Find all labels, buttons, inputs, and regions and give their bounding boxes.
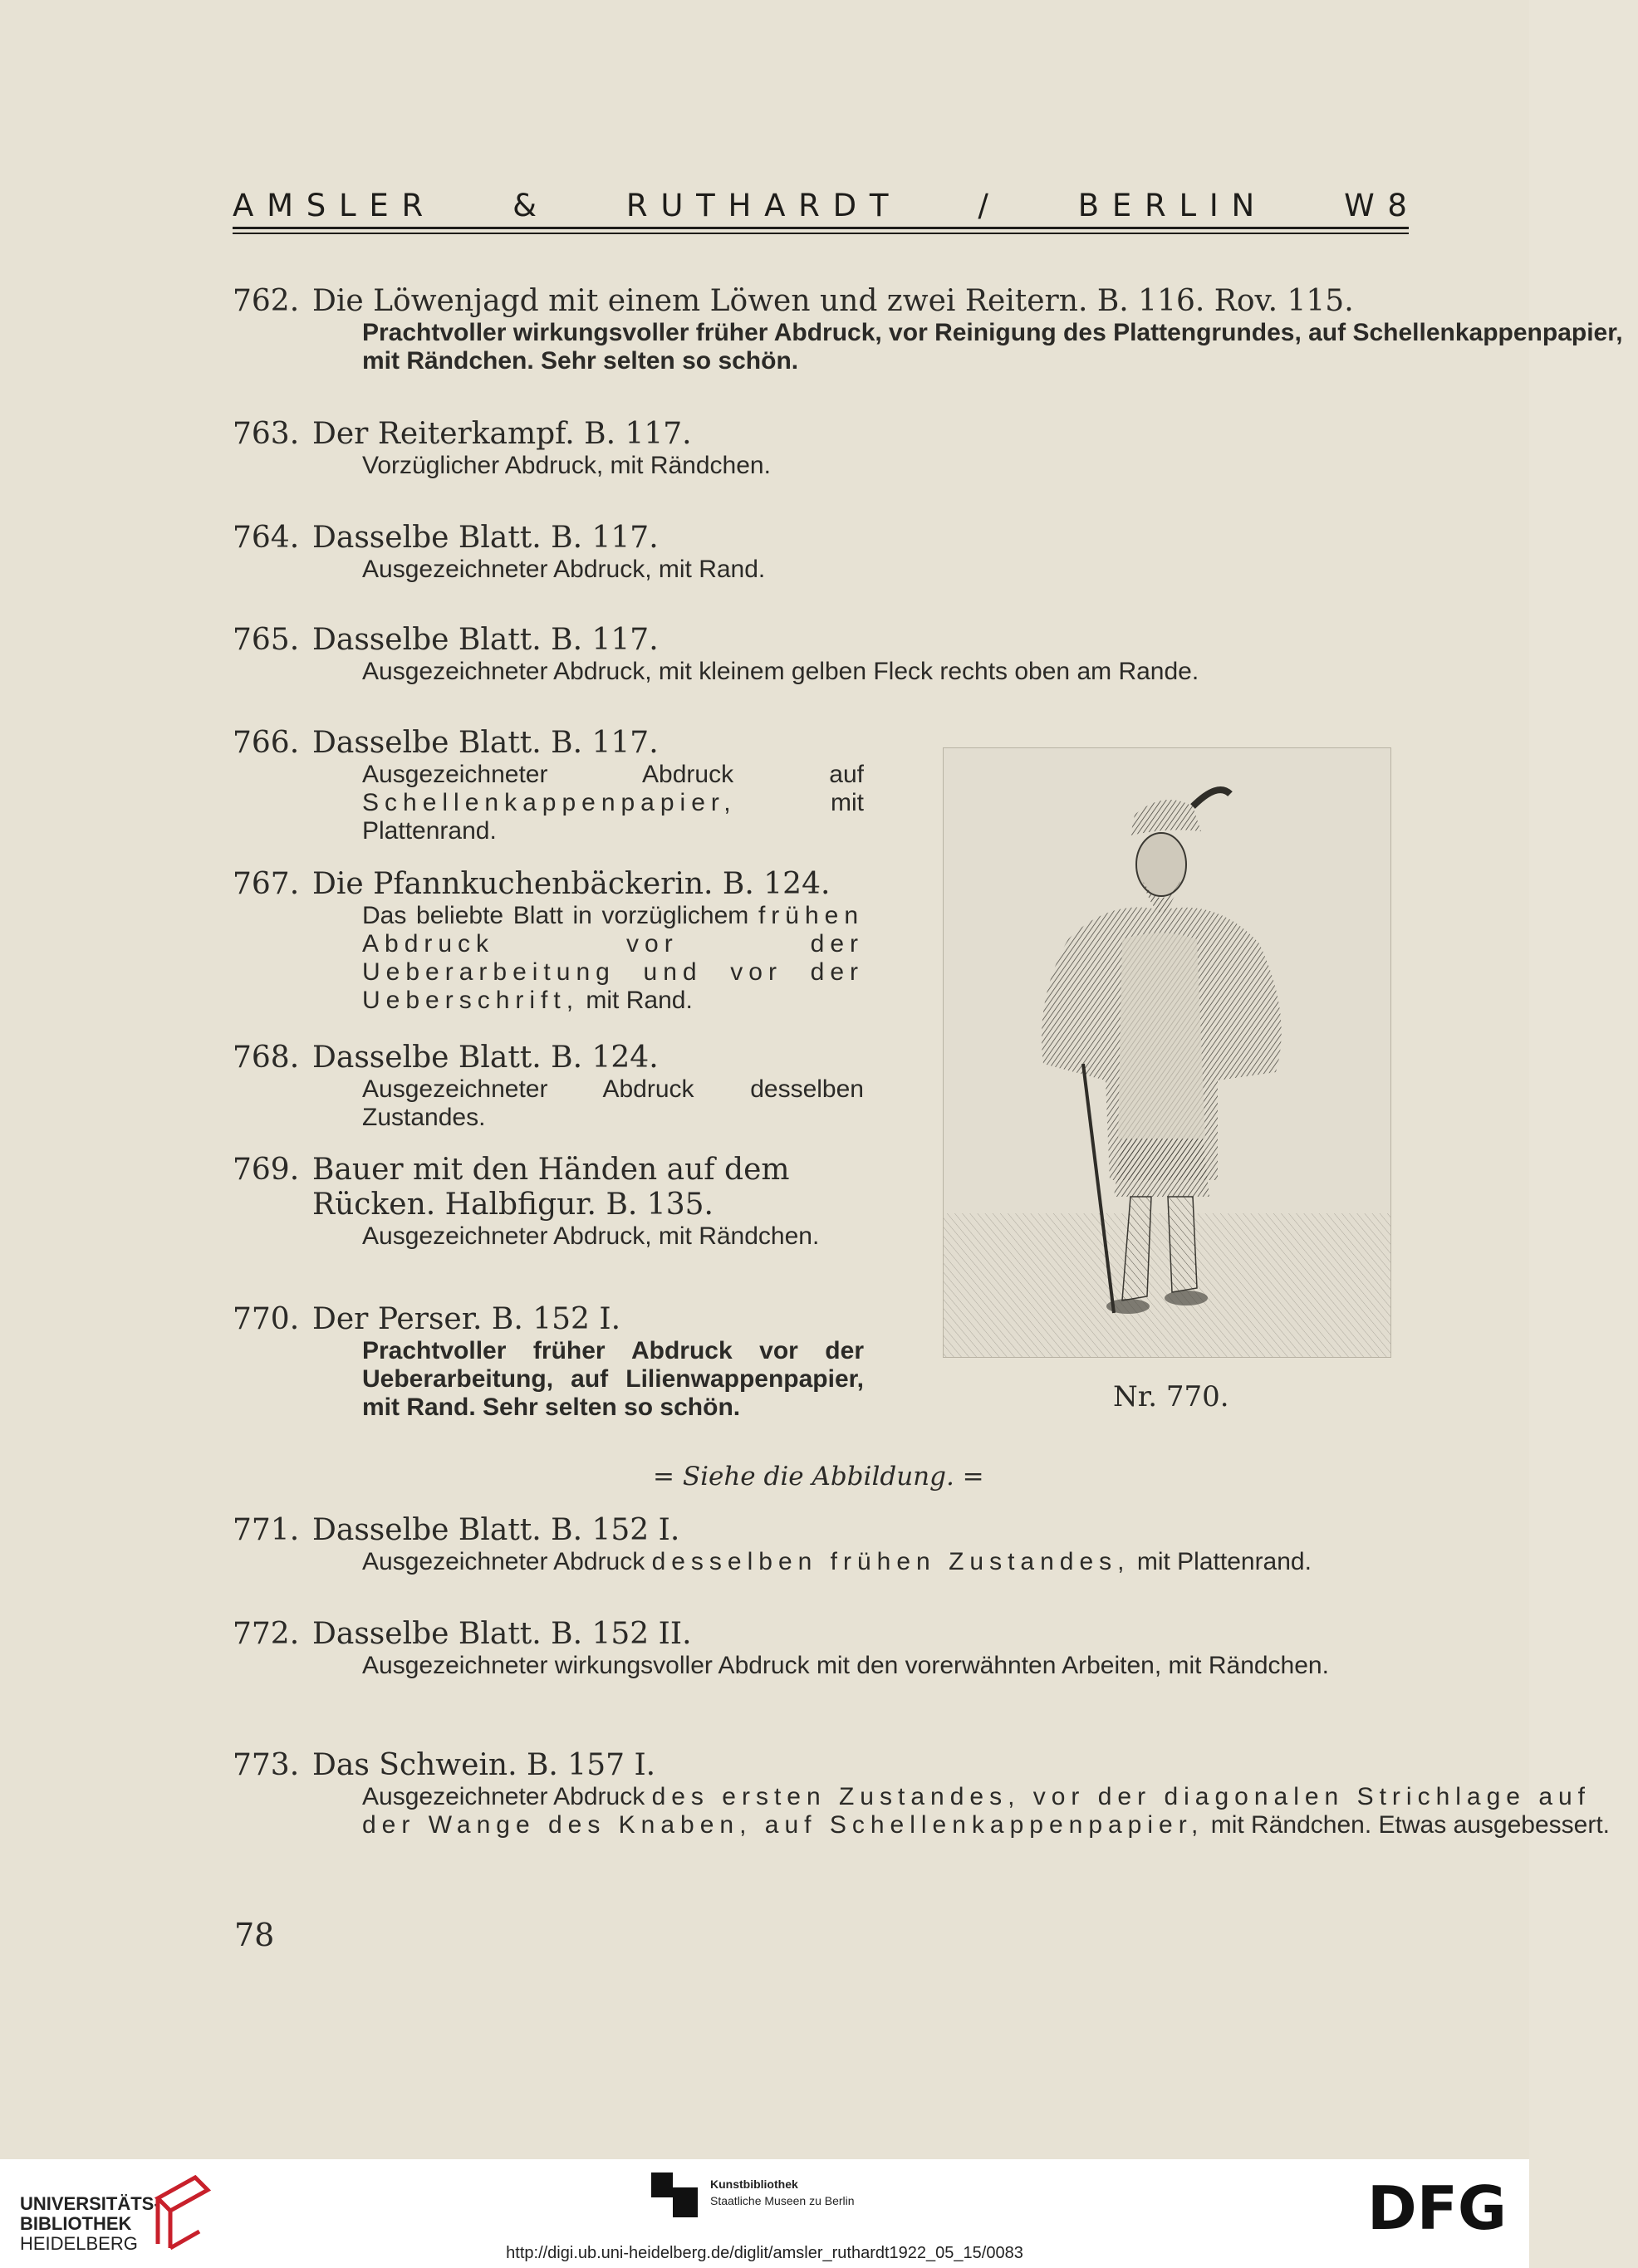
entry-number: 771. xyxy=(233,1513,300,1547)
entry-764 xyxy=(233,521,1638,584)
entry-description xyxy=(362,1783,1638,1839)
entry-title: Dasselbe Blatt. B. 117. xyxy=(312,623,659,657)
description-text: Ausgezeichneter Abdruck xyxy=(362,1548,645,1575)
header-word-ruthardt: R U T H A R D T xyxy=(625,188,890,223)
see-figure-note: = Siehe die Abbildung. = xyxy=(653,1462,984,1492)
kunstbibliothek-title: Kunstbibliothek xyxy=(710,2177,798,2191)
entry-title: Dasselbe Blatt. B. 117. xyxy=(312,521,659,555)
description-spaced-text: desselben frühen Zustandes, xyxy=(651,1548,1130,1575)
entry-title-continued: Rücken. Halbfigur. B. 135. xyxy=(312,1188,714,1222)
entry-title: Die Pfannkuchenbäckerin. B. 124. xyxy=(312,867,831,901)
entry-title: Der Reiterkampf. B. 117. xyxy=(312,417,692,451)
header-word-berlin: B E R L I N xyxy=(1077,188,1257,223)
library-line-1: UNIVERSITÄTS- xyxy=(20,2193,160,2214)
etching-illustration xyxy=(944,748,1390,1357)
entry-number: 773. xyxy=(233,1748,300,1782)
header-word-ampersand: & xyxy=(512,188,538,223)
entry-title: Das Schwein. B. 157 I. xyxy=(312,1748,656,1782)
entry-description: Ausgezeichneter wirkungsvoller Abdruck mit den vorerwähnten Arbeiten, mit Rändchen. xyxy=(362,1652,1329,1679)
entry-768 xyxy=(233,1041,864,1132)
entry-772 xyxy=(233,1617,1638,1680)
entry-title: Die Löwenjagd mit einem Löwen und zwei Reitern. B. 116. Rov. 115. xyxy=(312,284,1354,318)
entry-763 xyxy=(233,417,1638,480)
description-text: Das beliebte Blatt in vorzüglichem xyxy=(362,902,749,929)
entry-number: 765. xyxy=(233,623,300,657)
kunstbibliothek-logo-icon xyxy=(651,2172,701,2222)
kunstbibliothek-label xyxy=(710,2176,855,2209)
header-word-amsler: A M S L E R xyxy=(233,188,425,223)
entry-description xyxy=(362,902,864,1015)
entry-description: Ausgezeichneter Abdruck, mit Rändchen. xyxy=(362,1222,820,1250)
dfg-logo-text: DFG xyxy=(1366,2173,1508,2243)
figure-der-perser xyxy=(943,747,1391,1358)
description-text: mit Plattenrand. xyxy=(362,789,864,845)
header-rule xyxy=(233,227,1409,229)
source-url[interactable]: http://digi.ub.uni-heidelberg.de/diglit/amsler_ruthardt1922_05_15/0083 xyxy=(506,2244,1023,2262)
entry-number: 772. xyxy=(233,1617,300,1651)
entry-766 xyxy=(233,726,864,845)
entry-767 xyxy=(233,867,864,1015)
entry-771 xyxy=(233,1513,1638,1576)
kunstbibliothek-subtitle: Staatliche Museen zu Berlin xyxy=(710,2194,855,2207)
entry-title: Dasselbe Blatt. B. 117. xyxy=(312,726,659,760)
entry-description: Ausgezeichneter Abdruck desselben Zustandes. xyxy=(362,1075,864,1131)
entry-title: Bauer mit den Händen auf dem xyxy=(312,1153,790,1187)
entry-769 xyxy=(233,1153,864,1251)
library-line-2: BIBLIOTHEK xyxy=(20,2213,132,2234)
header-word-w8: W 8 xyxy=(1344,188,1409,223)
library-line-3: HEIDELBERG xyxy=(20,2233,138,2254)
entry-number: 763. xyxy=(233,417,300,451)
running-header xyxy=(233,188,1409,223)
description-spaced-text: des ersten Zustandes, vor der diagonalen Strichlage auf der Wange des Knaben, auf Schellenkappenpapier, xyxy=(362,1783,1591,1839)
header-word-slash: / xyxy=(978,188,990,223)
description-text: mit Rändchen. Etwas ausgebessert. xyxy=(1210,1811,1610,1839)
entry-title: Dasselbe Blatt. B. 152 I. xyxy=(312,1513,680,1547)
entry-number: 770. xyxy=(233,1302,300,1336)
entry-description xyxy=(362,761,864,845)
entry-description: Prachtvoller wirkungsvoller früher Abdruck, vor Reinigung des Plattengrundes, auf Schellenkappenpapier, mit Rändchen. Sehr selten so schön. xyxy=(362,319,1623,375)
entry-762 xyxy=(233,284,1638,375)
description-text: Ausgezeichneter Abdruck xyxy=(362,1783,645,1810)
dfg-logo xyxy=(1358,2173,1516,2243)
university-library-logo-icon xyxy=(150,2169,216,2252)
description-text: mit Rand. xyxy=(586,987,693,1014)
entry-number: 764. xyxy=(233,521,300,555)
entry-description: Vorzüglicher Abdruck, mit Rändchen. xyxy=(362,452,771,479)
description-text: Ausgezeichneter Abdruck auf xyxy=(362,761,864,788)
entry-number: 766. xyxy=(233,726,300,760)
header-rule-secondary xyxy=(233,233,1409,234)
description-spaced-text: frühen Abdruck vor der Ueberarbeitung und vor der Ueberschrift, xyxy=(362,902,865,1014)
entry-title: Dasselbe Blatt. B. 152 II. xyxy=(312,1617,692,1651)
entry-number: 767. xyxy=(233,867,300,901)
entry-description: Prachtvoller früher Abdruck vor der Ueberarbeitung, auf Lilienwappenpapier, mit Rand. Sehr selten so schön. xyxy=(362,1337,864,1421)
entry-title: Der Perser. B. 152 I. xyxy=(312,1302,621,1336)
description-text: mit Plattenrand. xyxy=(1136,1548,1312,1575)
entry-description xyxy=(362,1548,1638,1576)
figure-caption: Nr. 770. xyxy=(1113,1380,1229,1413)
entry-number: 769. xyxy=(233,1153,300,1187)
description-spaced-text: Schellenkappenpapier, xyxy=(362,789,737,816)
entry-description: Ausgezeichneter Abdruck, mit kleinem gelben Fleck rechts oben am Rande. xyxy=(362,658,1199,685)
entry-770 xyxy=(233,1302,864,1422)
entry-765 xyxy=(233,623,1638,686)
entry-title: Dasselbe Blatt. B. 124. xyxy=(312,1041,659,1075)
entry-773 xyxy=(233,1748,1638,1839)
entry-number: 762. xyxy=(233,284,300,318)
page-number: 78 xyxy=(234,1917,275,1953)
entry-number: 768. xyxy=(233,1041,300,1075)
entry-description: Ausgezeichneter Abdruck, mit Rand. xyxy=(362,556,766,583)
